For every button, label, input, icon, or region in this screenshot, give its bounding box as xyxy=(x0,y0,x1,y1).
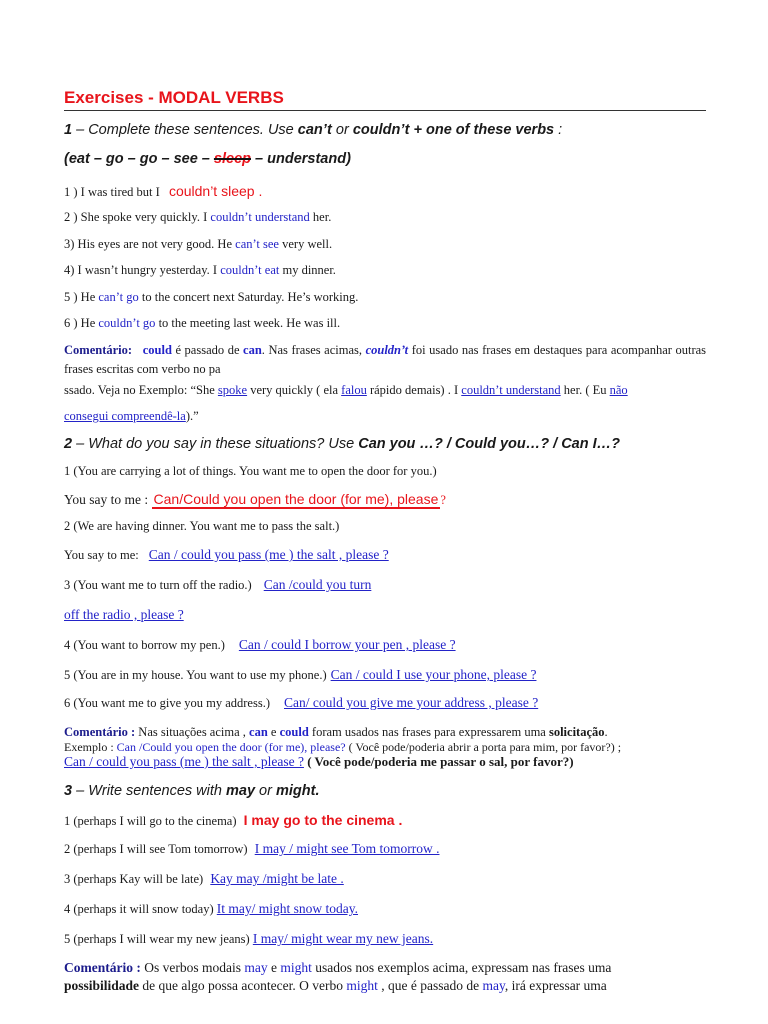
sentence-text: to the meeting last week. He was ill. xyxy=(155,316,341,330)
sentence-text: 4 (perhaps it will snow today) xyxy=(64,902,217,916)
handwritten-answer: couldn’t sleep . xyxy=(168,183,263,199)
comment-example-line xyxy=(64,383,628,398)
keyword: could xyxy=(279,725,309,739)
question-mark: ? xyxy=(440,493,446,507)
comment-label: Comentário : xyxy=(64,960,141,975)
title-rule xyxy=(64,110,706,111)
comment-text: . Nas frases acimas, xyxy=(261,343,366,357)
comment-paragraph-1 xyxy=(64,341,706,379)
sentence-text: 3 (perhaps Kay will be late) xyxy=(64,872,207,886)
instruction-text: or xyxy=(255,783,276,799)
keyword: might xyxy=(346,978,378,993)
comment-paragraph-3-line-2 xyxy=(64,978,607,994)
sentence-text: to the concert next Saturday. He’s working. xyxy=(138,290,359,304)
sentence-text: 6 ) He xyxy=(64,316,99,330)
exercise-2-answer-line xyxy=(64,695,538,711)
you-say-label: You say to me : xyxy=(64,492,152,507)
exercise-2-answer-line xyxy=(64,547,389,563)
sentence-text: 5 ) He xyxy=(64,290,99,304)
keyword: can xyxy=(249,725,268,739)
answer-text: couldn’t go xyxy=(98,316,156,330)
comment-text: rápido demais) . I xyxy=(366,383,462,397)
instruction-bold: might. xyxy=(275,783,320,799)
exercise-2-answer-line xyxy=(64,577,371,593)
exercise-2-answer-line xyxy=(64,637,456,653)
answer-text: I may / might see Tom tomorrow . xyxy=(254,841,440,856)
highlighted-word: couldn’t understand xyxy=(461,383,561,397)
comment-text: ).” xyxy=(185,409,199,423)
answer-text: can’t go xyxy=(98,290,139,304)
comment-text: Exemplo : xyxy=(64,740,117,754)
exercise-2-answer-line xyxy=(64,491,446,509)
answer-text: Can/ could you give me your address , please ? xyxy=(284,695,539,710)
exercise-3-item xyxy=(64,931,433,947)
situation-text: 1 (You are carrying a lot of things. You want me to open the door for you.) xyxy=(64,464,437,478)
answer-text: Can / could I use your phone, please ? xyxy=(330,667,537,682)
comment-label: Comentário : xyxy=(64,725,136,739)
handwritten-answer: I may go to the cinema . xyxy=(243,812,403,828)
comment-text: Os verbos modais xyxy=(140,960,245,975)
answer-text: couldn’t understand xyxy=(210,210,310,224)
situation-text: 4 (You want to borrow my pen.) xyxy=(64,638,225,652)
comment-example-line xyxy=(64,409,199,424)
sentence-text: 5 (perhaps I will wear my new jeans) xyxy=(64,932,253,946)
answer-text: I may/ might wear my new jeans. xyxy=(252,931,434,946)
comment-example-line xyxy=(64,754,574,770)
comment-paragraph-3 xyxy=(64,960,611,976)
exercise-1-item xyxy=(64,237,332,252)
instruction-bold: Can you …? / Could you…? / Can I…? xyxy=(358,436,621,452)
sentence-text: very well. xyxy=(278,237,333,251)
comment-example-line xyxy=(64,740,621,755)
comment-text: her. ( Eu xyxy=(560,383,610,397)
comment-label: Comentário: xyxy=(64,343,133,357)
exercise-3-item xyxy=(64,901,358,917)
comment-text: de que algo possa acontecer. O verbo xyxy=(139,978,347,993)
situation-text: 2 (We are having dinner. You want me to pass the salt.) xyxy=(64,519,340,533)
handwritten-answer: Can/Could you open the door (for me), please xyxy=(153,491,439,507)
exercise-2-answer-line xyxy=(64,667,536,683)
exercise-1-item xyxy=(64,290,358,305)
highlighted-word: falou xyxy=(341,383,367,397)
exercise-1-item xyxy=(64,183,262,200)
exercise-number: 1 xyxy=(64,122,73,138)
comment-text: usados nos exemplos acima, expressam nas frases uma xyxy=(311,960,612,975)
exercise-number: 2 xyxy=(64,436,73,452)
comment-text: ssado. Veja no Exemplo: “She xyxy=(64,383,218,397)
comment-text: . xyxy=(604,725,608,739)
instruction-text: or xyxy=(331,122,353,138)
comment-text: ( Você pode/poderia abrir a porta para mim, por favor?) ; xyxy=(345,740,622,754)
you-say-label: You say to me: xyxy=(64,548,139,562)
sentence-text: my dinner. xyxy=(279,263,336,277)
comment-text: e xyxy=(267,960,281,975)
answer-text: Kay may /might be late . xyxy=(210,871,344,886)
sentence-text: 1 (perhaps I will go to the cinema) xyxy=(64,814,240,828)
answer-text: Can /could you turn xyxy=(263,577,372,592)
exercise-2-answer-line xyxy=(64,607,184,623)
instruction-text: – What do you say in these situations? Use xyxy=(72,436,359,452)
exercise-1-instruction xyxy=(64,122,562,138)
highlighted-word: spoke xyxy=(217,383,248,397)
situation-text: 3 (You want me to turn off the radio.) xyxy=(64,578,252,592)
sentence-text: 2 ) She spoke very quickly. I xyxy=(64,210,211,224)
keyword: could xyxy=(142,343,172,357)
comment-text: foi usado nas frases em destaques para acompanhar outras frases escritas com verbo no pa xyxy=(64,343,707,376)
keyword: couldn’t xyxy=(365,343,409,357)
keyword: solicitação xyxy=(548,725,605,739)
sentence-text: 4) I wasn’t hungry yesterday. I xyxy=(64,263,221,277)
exercise-1-item xyxy=(64,316,340,331)
sentence-text: 2 (perhaps I will see Tom tomorrow) xyxy=(64,842,251,856)
situation-text: 6 (You want me to give you my address.) xyxy=(64,696,270,710)
exercise-3-item xyxy=(64,871,344,887)
highlighted-word: não xyxy=(609,383,628,397)
highlighted-example: Can /Could you open the door (for me), please? xyxy=(116,740,346,754)
instruction-bold: can’t xyxy=(297,122,332,138)
exercise-number: 3 xyxy=(64,783,73,799)
struck-verb: sleep xyxy=(213,151,251,167)
document-title: Exercises - MODAL VERBS xyxy=(64,88,284,107)
comment-text: , irá expressar uma xyxy=(504,978,607,993)
answer-text: off the radio , please ? xyxy=(64,607,184,622)
exercise-2-instruction xyxy=(64,436,620,452)
comment-text: ( Você pode/poderia me passar o sal, por favor?) xyxy=(303,754,574,769)
keyword: may xyxy=(482,978,505,993)
comment-text: é passado de xyxy=(171,343,244,357)
answer-text: Can / could you pass (me ) the salt , please ? xyxy=(148,547,389,562)
comment-paragraph-2 xyxy=(64,724,706,740)
comment-text: Nas situações acima , xyxy=(135,725,250,739)
exercise-1-item xyxy=(64,210,331,225)
instruction-text: – Complete these sentences. Use xyxy=(72,122,298,138)
comment-text: e xyxy=(267,725,280,739)
highlighted-word: consegui compreendê-la xyxy=(64,409,186,423)
verb-list-text: – understand) xyxy=(251,151,351,167)
keyword: can xyxy=(243,343,262,357)
instruction-bold: couldn’t + one of these verbs xyxy=(352,122,555,138)
verb-list xyxy=(64,151,351,167)
situation-text: 5 (You are in my house. You want to use my phone.) xyxy=(64,668,327,682)
answer-text: Can / could I borrow your pen , please ? xyxy=(238,637,456,652)
sentence-text: her. xyxy=(309,210,332,224)
verb-list-text: (eat – go – go – see – xyxy=(64,151,214,167)
exercise-3-instruction xyxy=(64,783,319,799)
keyword: possibilidade xyxy=(64,978,140,993)
instruction-text: : xyxy=(554,122,563,138)
instruction-text: – Write sentences with xyxy=(72,783,226,799)
comment-text: , que é passado de xyxy=(377,978,483,993)
keyword: might xyxy=(280,960,312,975)
exercise-3-item xyxy=(64,812,402,829)
sentence-text: 1 ) I was tired but I xyxy=(64,185,163,199)
answer-text: It may/ might snow today. xyxy=(216,901,359,916)
answer-text: couldn’t eat xyxy=(220,263,280,277)
sentence-text: 3) His eyes are not very good. He xyxy=(64,237,236,251)
highlighted-example: Can / could you pass (me ) the salt , please ? xyxy=(64,754,304,769)
comment-text: very quickly ( ela xyxy=(247,383,342,397)
exercise-1-item xyxy=(64,263,336,278)
answer-text: can’t see xyxy=(235,237,279,251)
comment-text: foram usados nas frases para expressarem uma xyxy=(308,725,549,739)
keyword: may xyxy=(244,960,268,975)
exercise-3-item xyxy=(64,841,439,857)
instruction-bold: may xyxy=(226,783,256,799)
